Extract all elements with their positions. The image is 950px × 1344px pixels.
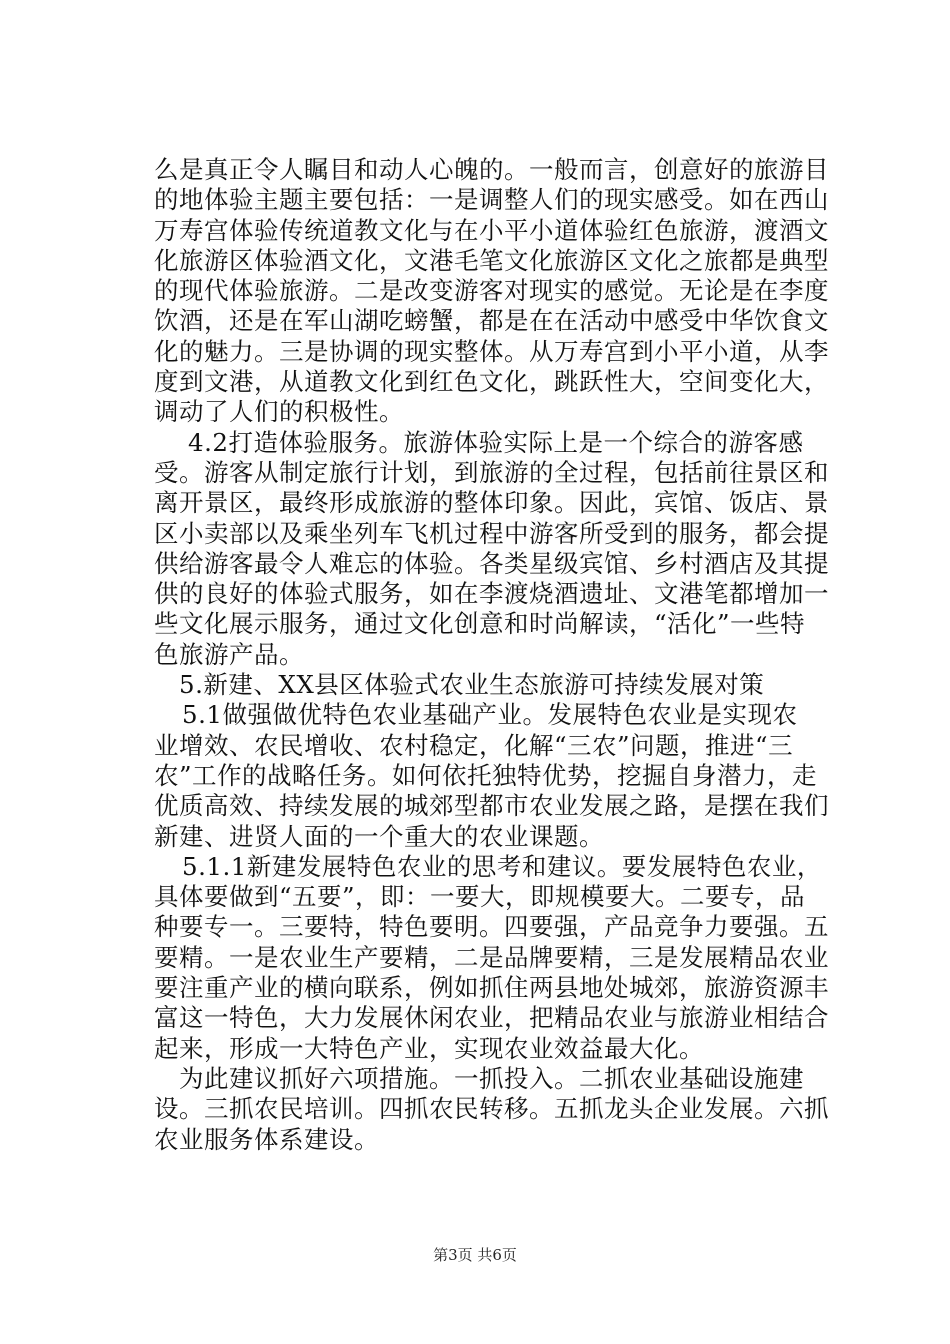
text-line: 富这一特色，大力发展休闲农业，把精品农业与旅游业相结合: [154, 1003, 829, 1033]
text-line: 供的良好的体验式服务，如在李渡烧酒遗址、文港笔都增加一: [154, 579, 829, 609]
text-line: 新建、进贤人面的一个重大的农业课题。: [154, 821, 604, 851]
text-line: 设。三抓农民培训。四抓农民转移。五抓龙头企业发展。六抓: [154, 1094, 829, 1124]
text-line: 要精。一是农业生产要精，二是品牌要精，三是发展精品农业: [154, 942, 829, 972]
page-number-footer: 第3页 共6页: [433, 1246, 517, 1264]
text-line: 要注重产业的横向联系，例如抓住两县地处城郊，旅游资源丰: [154, 973, 829, 1003]
paragraph-start-line: 4.2打造体验服务。旅游体验实际上是一个综合的游客感: [188, 427, 804, 457]
paragraph-start-line: 为此建议抓好六项措施。一抓投入。二抓农业基础设施建: [179, 1063, 804, 1093]
text-line: 万寿宫体验传统道教文化与在小平小道体验红色旅游，渡酒文: [154, 215, 829, 245]
text-line: 种要专一。三要特，特色要明。四要强，产品竞争力要强。五: [154, 912, 829, 942]
text-line: 农”工作的战略任务。如何依托独特优势，挖掘自身潜力，走: [154, 760, 818, 790]
text-line: 离开景区，最终形成旅游的整体印象。因此，宾馆、饭店、景: [154, 488, 829, 518]
text-line: 么是真正令人瞩目和动人心魄的。一般而言，创意好的旅游目: [154, 155, 829, 184]
text-line: 受。游客从制定旅行计划，到旅游的全过程，包括前往景区和: [154, 457, 829, 487]
text-line: 农业服务体系建设。: [154, 1124, 379, 1154]
text-line: 优质高效、持续发展的城郊型都市农业发展之路，是摆在我们: [154, 791, 829, 821]
paragraph-start-line: 5.1做强做优特色农业基础产业。发展特色农业是实现农: [182, 700, 798, 730]
text-line: 区小卖部以及乘坐列车飞机过程中游客所受到的服务，都会提: [154, 518, 829, 548]
text-line: 些文化展示服务，通过文化创意和时尚解读，“活化”一些特: [154, 609, 806, 639]
text-line: 化旅游区体验酒文化，文港毛笔文化旅游区文化之旅都是典型: [154, 245, 829, 275]
text-line: 色旅游产品。: [154, 639, 304, 669]
text-line: 起来，形成一大特色产业，实现农业效益最大化。: [154, 1033, 704, 1063]
text-line: 的地体验主题主要包括：一是调整人们的现实感受。如在西山: [154, 185, 829, 215]
text-line: 具体要做到“五要”，即：一要大，即规模要大。二要专，品: [154, 882, 806, 912]
text-line: 度到文港，从道教文化到红色文化，跳跃性大，空间变化大，: [154, 367, 829, 397]
text-line: 饮酒，还是在军山湖吃螃蟹，都是在在活动中感受中华饮食文: [154, 306, 829, 336]
document-body: [154, 155, 829, 1155]
text-line: 业增效、农民增收、农村稳定，化解“三农”问题，推进“三: [154, 730, 794, 760]
paragraph-start-line: 5.1.1新建发展特色农业的思考和建议。要发展特色农业，: [182, 851, 822, 881]
text-line: 调动了人们的积极性。: [154, 397, 404, 427]
section-heading: 5.新建、XX县区体验式农业生态旅游可持续发展对策: [179, 670, 765, 700]
text-line: 的现代体验旅游。二是改变游客对现实的感觉。无论是在李度: [154, 276, 829, 306]
text-line: 供给游客最令人难忘的体验。各类星级宾馆、乡村酒店及其提: [154, 548, 829, 578]
text-line: 化的魅力。三是协调的现实整体。从万寿宫到小平小道，从李: [154, 336, 829, 366]
